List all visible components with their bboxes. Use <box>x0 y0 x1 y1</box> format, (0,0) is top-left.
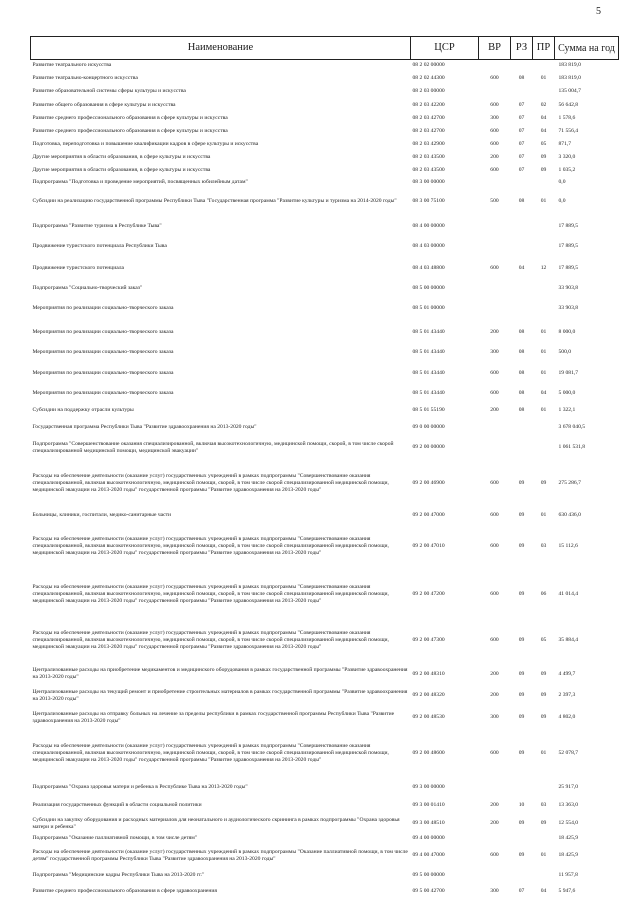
cell-vr <box>479 868 511 884</box>
cell-sum: 25 917,0 <box>558 783 579 790</box>
cell-pr: 09 <box>540 166 547 173</box>
table-row <box>31 619 619 663</box>
cell-csr: 08 5 01 55190 <box>412 407 445 413</box>
cell-rz: 07 <box>518 888 525 894</box>
cell-sum: 3 678 040,5 <box>558 423 586 430</box>
cell-rz: 09 <box>518 543 525 549</box>
cell-sum: 183 819,0 <box>558 62 581 69</box>
cell-name: Расходы на обеспечение деятельности (оказание услуг) государственных учреждений в рамках подпрограммы "Совершенствование оказания специализированной, включая высокотехнологичную, медицинской помощи, скорой, в том числе скорой специализированной медицинской помощи, медицинской эвакуации на 2013-2020 годы" государственной программы "Развитие здравоохранения на 2013-2020 годы" <box>32 742 389 763</box>
cell-rz: 09 <box>518 480 525 486</box>
cell-rz: 09 <box>518 852 525 858</box>
cell-name: Подпрограмма "Развитие туризма в Республике Тыва" <box>32 222 162 229</box>
cell-sum: 135 004,7 <box>558 88 581 94</box>
cell-sum: 0,0 <box>558 198 566 204</box>
cell-csr: 09 2 00 47000 <box>412 511 445 518</box>
table-row <box>31 297 619 321</box>
cell-name: Другие мероприятия в области образования, в сфере культуры и искусства <box>32 153 211 160</box>
cell-sum: 17 889,5 <box>558 243 579 249</box>
table-row <box>31 686 619 706</box>
table-row <box>31 60 619 72</box>
table-row <box>31 419 619 436</box>
cell-sum: 17 889,5 <box>558 264 579 271</box>
cell-csr: 08 5 01 43440 <box>412 328 445 335</box>
cell-vr <box>479 297 511 321</box>
cell-csr: 09 2 00 47010 <box>412 543 445 549</box>
cell-pr <box>533 419 555 436</box>
cell-csr: 09 4 00 00000 <box>412 835 445 841</box>
cell-csr: 08 3 00 00000 <box>412 179 445 185</box>
cell-csr: 09 2 00 47300 <box>412 637 445 643</box>
cell-csr: 09 2 00 48600 <box>412 749 445 756</box>
cell-rz: 07 <box>518 127 525 134</box>
table-row <box>31 256 619 281</box>
cell-name: Расходы на обеспечение деятельности (оказание услуг) государственных учреждений в рамках подпрограммы "Совершенствование оказания специализированной, включая высокотехнологичную, медицинской помощи, скорой, в том числе скорой специализированной медицинской помощи, медицинской эвакуации на 2013-2020 годы" государственной программы "Развитие здравоохранения на 2013-2020 годы" <box>32 584 389 604</box>
cell-vr <box>479 60 511 72</box>
cell-pr: 06 <box>540 591 547 597</box>
cell-sum: 13 363,0 <box>558 802 579 808</box>
cell-rz: 07 <box>518 140 525 147</box>
header-name: Наименование <box>31 37 411 60</box>
cell-csr: 09 2 00 48530 <box>412 714 445 720</box>
cell-csr: 08 5 01 00000 <box>412 305 445 311</box>
cell-rz: 08 <box>518 369 525 376</box>
cell-name: Развитие среднего профессионального образования в сфере культуры и искусства <box>32 114 228 121</box>
cell-name: Продвижение туристского потенциала Республики Тыва <box>32 243 167 249</box>
cell-csr: 09 2 00 46900 <box>412 480 445 486</box>
cell-vr: 200 <box>490 802 499 808</box>
cell-pr <box>533 297 555 321</box>
cell-vr: 200 <box>490 153 499 160</box>
cell-csr: 08 2 03 42900 <box>412 140 445 147</box>
cell-csr: 08 5 00 00000 <box>412 285 445 291</box>
cell-pr: 01 <box>540 369 547 376</box>
cell-sum: 41 014,4 <box>558 591 579 597</box>
cell-pr: 09 <box>540 692 547 698</box>
cell-name: Подготовка, переподготовка и повышение квалификации кадров в сфере культуры и искусства <box>32 140 259 147</box>
table-row <box>31 125 619 138</box>
cell-pr: 01 <box>540 74 547 81</box>
cell-csr: 08 2 03 42700 <box>412 127 445 134</box>
cell-name: Мероприятия по реализации социально-творческого заказа <box>32 349 174 355</box>
table-row <box>31 730 619 777</box>
cell-csr: 08 5 01 43440 <box>412 349 445 355</box>
cell-sum: 3 320,0 <box>558 153 576 160</box>
cell-sum: 18 425,9 <box>558 835 579 841</box>
cell-pr: 09 <box>540 820 547 826</box>
cell-name: Подпрограмма "Социально-творческий заказ" <box>32 285 143 291</box>
cell-csr: 09 2 00 00000 <box>412 444 445 450</box>
header-rz: РЗ <box>511 37 533 60</box>
cell-pr: 01 <box>540 852 547 858</box>
cell-csr: 08 5 01 43440 <box>412 390 445 396</box>
table-row <box>31 164 619 177</box>
cell-sum: 11 957,8 <box>558 872 578 878</box>
cell-csr: 08 2 03 42700 <box>412 114 445 121</box>
cell-vr <box>479 419 511 436</box>
table-row <box>31 814 619 834</box>
table-row <box>31 321 619 344</box>
table-row <box>31 523 619 571</box>
cell-name: Государственная программа Республики Тыва "Развитие здравоохранения на 2013-2020 годы" <box>32 423 257 430</box>
cell-name: Развитие театрального искусства <box>32 62 112 69</box>
cell-rz: 07 <box>518 153 525 160</box>
table-row <box>31 72 619 85</box>
cell-name: Расходы на обеспечение деятельности (оказание услуг) государственных учреждений в рамках подпрограммы "Оказание паллиативной помощи, в том числе детям" государственной программы Республики Тыва "Развитие здравоохранения на 2013-2020 годы" <box>32 848 408 862</box>
cell-vr: 600 <box>490 480 499 486</box>
cell-rz <box>511 297 533 321</box>
cell-vr <box>479 177 511 189</box>
cell-pr <box>533 60 555 72</box>
cell-sum: 15 112,6 <box>558 543 578 549</box>
cell-sum: 71 556,4 <box>558 127 579 134</box>
cell-name: Расходы на обеспечение деятельности (оказание услуг) государственных учреждений в рамках подпрограммы "Совершенствование оказания специализированной, включая высокотехнологичную, медицинской помощи, скорой, в том числе скорой специализированной медицинской помощи, медицинской эвакуации на 2013-2020 годы" государственной программы "Развитие здравоохранения на 2013-2020 годы" <box>32 473 389 493</box>
cell-rz: 09 <box>518 511 525 518</box>
cell-rz: 09 <box>518 637 525 643</box>
table-row <box>31 663 619 686</box>
header-vr: ВР <box>479 37 511 60</box>
cell-pr: 01 <box>540 198 547 204</box>
cell-csr: 08 4 00 00000 <box>412 222 445 229</box>
cell-vr <box>479 777 511 798</box>
cell-sum: 33 903,8 <box>558 305 579 311</box>
cell-name: Мероприятия по реализации социально-творческого заказа <box>32 328 174 335</box>
cell-pr: 01 <box>540 749 547 756</box>
cell-vr: 600 <box>490 511 499 518</box>
table-row <box>31 706 619 730</box>
table-row <box>31 798 619 814</box>
cell-sum: 183 819,0 <box>558 74 581 81</box>
cell-pr: 09 <box>540 153 547 160</box>
cell-csr: 09 2 00 48310 <box>412 670 445 677</box>
cell-pr: 01 <box>540 511 547 518</box>
cell-name: Развитие театрально-концертного искусства <box>32 74 138 81</box>
cell-vr <box>479 834 511 844</box>
cell-name: Развитие общего образования в сфере культуры и искусства <box>32 101 176 108</box>
cell-vr <box>479 238 511 256</box>
cell-pr <box>533 868 555 884</box>
cell-name: Продвижение туристского потенциала <box>32 264 125 271</box>
cell-name: Расходы на обеспечение деятельности (оказание услуг) государственных учреждений в рамках подпрограммы "Совершенствование оказания специализированной, включая высокотехнологичную, медицинской помощи, скорой, в том числе скорой специализированной медицинской помощи, медицинской эвакуации на 2013-2020 годы" государственной программы "Развитие здравоохранения на 2013-2020 годы" <box>32 536 389 556</box>
cell-sum: 35 884,4 <box>558 637 579 643</box>
cell-vr: 300 <box>490 114 499 121</box>
cell-name: Развитие среднего профессионального образования в сфере культуры и искусства <box>32 127 228 134</box>
table-row <box>31 177 619 189</box>
cell-rz: 07 <box>518 114 525 121</box>
budget-table <box>30 36 619 900</box>
cell-pr: 02 <box>540 101 547 108</box>
table-row <box>31 844 619 868</box>
cell-name: Развитие образовательной системы сферы культуры и искусства <box>32 88 186 94</box>
cell-rz <box>511 419 533 436</box>
cell-rz: 08 <box>518 198 525 204</box>
cell-csr: 08 2 03 00000 <box>412 88 445 94</box>
header-sum: Сумма на год <box>555 37 619 60</box>
cell-pr <box>533 177 555 189</box>
cell-sum: 56 642,8 <box>558 101 579 108</box>
cell-vr: 500 <box>490 198 499 204</box>
cell-vr: 600 <box>490 127 499 134</box>
cell-csr: 08 2 02 44300 <box>412 74 445 81</box>
cell-vr: 600 <box>490 140 499 147</box>
table-row <box>31 834 619 844</box>
cell-pr: 01 <box>540 328 547 335</box>
cell-rz <box>511 85 533 99</box>
cell-rz <box>511 868 533 884</box>
cell-name: Централизованные расходы на отправку больных на лечение за пределы республики в рамках государственной программы Республики Тыва "Развитие здравоохранения на 2013-2020 годы" <box>32 710 395 724</box>
header-csr: ЦСР <box>411 37 479 60</box>
cell-sum: 17 889,5 <box>558 222 579 229</box>
cell-sum: 275 286,7 <box>558 480 581 486</box>
cell-csr: 09 5 00 42700 <box>412 888 445 894</box>
cell-pr: 12 <box>540 264 547 271</box>
table-row <box>31 138 619 151</box>
cell-sum: 2 397,3 <box>558 692 576 698</box>
cell-rz: 04 <box>518 264 525 271</box>
cell-sum: 8 000,0 <box>558 328 576 335</box>
table-body <box>31 60 619 900</box>
cell-rz <box>511 215 533 238</box>
cell-sum: 52 078,7 <box>558 749 579 756</box>
cell-csr: 09 5 00 00000 <box>412 872 445 878</box>
cell-sum: 4 499,7 <box>558 670 576 677</box>
cell-rz: 09 <box>518 749 525 756</box>
cell-pr: 04 <box>540 127 547 134</box>
cell-sum: 5 947,6 <box>558 888 576 894</box>
cell-vr: 300 <box>490 888 499 894</box>
cell-vr: 600 <box>490 74 499 81</box>
header-pr: ПР <box>533 37 555 60</box>
cell-csr: 08 2 02 00000 <box>412 62 445 69</box>
cell-vr: 600 <box>490 852 499 858</box>
cell-pr: 09 <box>540 480 547 486</box>
cell-name: Мероприятия по реализации социально-творческого заказа <box>32 390 174 396</box>
cell-pr: 09 <box>540 670 547 677</box>
cell-rz: 08 <box>518 328 525 335</box>
table-row <box>31 215 619 238</box>
cell-vr: 600 <box>490 101 499 108</box>
cell-pr: 03 <box>540 543 547 549</box>
cell-pr: 04 <box>540 888 547 894</box>
cell-pr <box>533 281 555 297</box>
cell-name: Централизованные расходы на приобретение медикаментов и медицинского оборудования в рамках государственной программы "Развитие здравоохранения на 2013-2020 годы" <box>32 667 408 680</box>
cell-csr: 08 2 03 42200 <box>412 101 445 108</box>
cell-vr: 200 <box>490 820 499 826</box>
cell-csr: 08 5 01 43440 <box>412 369 445 376</box>
cell-pr: 05 <box>540 140 547 147</box>
cell-vr: 600 <box>490 369 499 376</box>
cell-rz <box>511 436 533 460</box>
cell-vr: 200 <box>490 407 499 413</box>
cell-pr: 05 <box>540 637 547 643</box>
cell-name: Субсидии на реализацию государственной программы Республики Тыва "Государственная программа "Развитие культуры и туризма на 2014-2020 годы" <box>32 198 397 204</box>
cell-sum: 19 081,7 <box>558 369 579 376</box>
table-row <box>31 571 619 619</box>
table-row <box>31 508 619 523</box>
table-row <box>31 99 619 112</box>
cell-rz: 08 <box>518 74 525 81</box>
cell-csr: 08 2 03 43500 <box>412 166 445 173</box>
cell-rz <box>511 238 533 256</box>
cell-vr: 600 <box>490 637 499 643</box>
cell-name: Субсидии на закупку оборудования и расходных материалов для неонатального и аудиологического скрининга в рамках подпрограммы "Охрана здоровья матери и ребенка" <box>32 816 400 830</box>
cell-pr <box>533 834 555 844</box>
cell-rz: 09 <box>518 670 525 677</box>
cell-vr <box>479 281 511 297</box>
table-row <box>31 151 619 164</box>
cell-vr <box>479 85 511 99</box>
cell-rz: 09 <box>518 820 525 826</box>
cell-csr: 09 2 00 48320 <box>412 692 445 698</box>
cell-rz: 08 <box>518 407 525 413</box>
table-row <box>31 189 619 215</box>
cell-rz: 09 <box>518 692 525 698</box>
cell-pr <box>533 215 555 238</box>
cell-rz: 07 <box>518 101 525 108</box>
table-row <box>31 403 619 419</box>
cell-vr: 200 <box>490 328 499 335</box>
cell-rz: 07 <box>518 166 525 173</box>
cell-vr: 600 <box>490 543 499 549</box>
table-row <box>31 112 619 125</box>
table-row <box>31 362 619 385</box>
cell-vr: 600 <box>490 390 499 396</box>
table-row <box>31 344 619 362</box>
cell-name: Другие мероприятия в области образования, в сфере культуры и искусства <box>32 166 211 173</box>
cell-sum: 4 802,0 <box>558 714 576 720</box>
cell-pr <box>533 85 555 99</box>
table-row <box>31 385 619 403</box>
cell-name: Подпрограмма "Подготовка и проведение мероприятий, посвященных юбилейным датам" <box>32 179 248 185</box>
cell-vr: 200 <box>490 692 499 698</box>
cell-rz: 08 <box>518 349 525 355</box>
cell-rz: 09 <box>518 591 525 597</box>
cell-sum: 12 554,0 <box>558 820 579 826</box>
cell-pr <box>533 777 555 798</box>
cell-rz <box>511 777 533 798</box>
page-number: 5 <box>596 6 601 17</box>
cell-csr: 09 3 00 00000 <box>412 783 445 790</box>
cell-sum: 1 035,2 <box>558 166 576 173</box>
cell-pr: 01 <box>540 349 547 355</box>
table-row <box>31 238 619 256</box>
cell-vr: 600 <box>490 749 499 756</box>
cell-pr: 09 <box>540 714 547 720</box>
cell-vr <box>479 436 511 460</box>
cell-csr: 09 3 00 48510 <box>412 820 445 826</box>
cell-sum: 500,0 <box>558 349 572 355</box>
table-row <box>31 85 619 99</box>
cell-vr: 300 <box>490 714 499 720</box>
cell-name: Развитие среднего профессионального образования в сфере здравоохранения <box>32 888 217 894</box>
cell-sum: 1 061 531,8 <box>558 444 586 450</box>
cell-pr: 03 <box>540 802 547 808</box>
table-row <box>31 460 619 508</box>
cell-rz <box>511 60 533 72</box>
cell-name: Централизованные расходы на текущий ремонт и приобретение строительных материалов в рамках государственной программы "Развитие здравоохранения на 2013-2020 годы" <box>32 688 408 702</box>
cell-rz: 08 <box>518 390 525 396</box>
table-header-row <box>31 37 619 60</box>
cell-rz <box>511 177 533 189</box>
cell-sum: 871,7 <box>558 140 572 147</box>
cell-vr: 600 <box>490 264 499 271</box>
cell-name: Мероприятия по реализации социально-творческого заказа <box>32 369 174 376</box>
table-row <box>31 868 619 884</box>
cell-rz: 10 <box>518 802 525 808</box>
cell-sum: 33 903,8 <box>558 285 579 291</box>
cell-sum: 1 322,1 <box>558 407 576 413</box>
cell-csr: 08 3 00 75100 <box>412 198 445 204</box>
cell-sum: 630 436,0 <box>558 511 581 518</box>
table-row <box>31 884 619 900</box>
table-row <box>31 436 619 460</box>
cell-rz: 09 <box>518 714 525 720</box>
cell-pr: 04 <box>540 114 547 121</box>
cell-pr: 01 <box>540 407 547 413</box>
cell-vr <box>479 215 511 238</box>
cell-rz <box>511 281 533 297</box>
cell-sum: 18 425,9 <box>558 852 579 858</box>
cell-csr: 09 2 00 47200 <box>412 591 445 597</box>
cell-sum: 5 000,0 <box>558 390 576 396</box>
cell-vr: 600 <box>490 591 499 597</box>
cell-name: Реализация государственных функций в области социальной политики <box>32 802 202 808</box>
table-row <box>31 281 619 297</box>
table-row <box>31 777 619 798</box>
cell-name: Расходы на обеспечение деятельности (оказание услуг) государственных учреждений в рамках подпрограммы "Совершенствование оказания специализированной, включая высокотехнологичную, медицинской помощи, скорой, в том числе скорой специализированной медицинской помощи, медицинской эвакуации на 2013-2020 годы" государственной программы "Развитие здравоохранения на 2013-2020 годы" <box>32 630 389 650</box>
cell-name: Мероприятия по реализации социально-творческого заказа <box>32 305 174 311</box>
cell-pr <box>533 238 555 256</box>
cell-csr: 08 4 03 48800 <box>412 264 445 271</box>
cell-csr: 09 0 00 00000 <box>412 423 445 430</box>
cell-vr: 600 <box>490 166 499 173</box>
cell-csr: 08 2 03 43500 <box>412 153 445 160</box>
cell-vr: 200 <box>490 670 499 677</box>
cell-rz <box>511 834 533 844</box>
cell-pr: 04 <box>540 390 547 396</box>
cell-name: Подпрограмма "Медицинские кадры Республики Тыва на 2013-2020 гг." <box>32 872 205 878</box>
cell-name: Субсидии на поддержку отрасли культуры <box>32 407 134 413</box>
cell-csr: 09 4 00 47000 <box>412 852 445 858</box>
cell-name: Подпрограмма "Совершенствование оказания специализированной, включая высокотехнологичную, медицинской помощи, скорой, в том числе скорой специализированной медицинской помощи, медицинской эвакуации" <box>32 440 394 454</box>
cell-csr: 09 3 00 01410 <box>412 802 445 808</box>
cell-name: Подпрограмма "Оказание паллиативной помощи, в том числе детям" <box>32 835 198 841</box>
cell-sum: 1 578,6 <box>558 114 576 121</box>
cell-csr: 08 4 03 00000 <box>412 243 445 249</box>
cell-name: Подпрограмма "Охрана здоровья матери и ребенка в Республике Тыва на 2013-2020 годы" <box>32 783 248 790</box>
cell-vr: 300 <box>490 349 499 355</box>
cell-sum: 0,0 <box>558 179 566 185</box>
cell-pr <box>533 436 555 460</box>
cell-name: Больницы, клиники, госпитали, медико-санитарные части <box>32 511 172 518</box>
